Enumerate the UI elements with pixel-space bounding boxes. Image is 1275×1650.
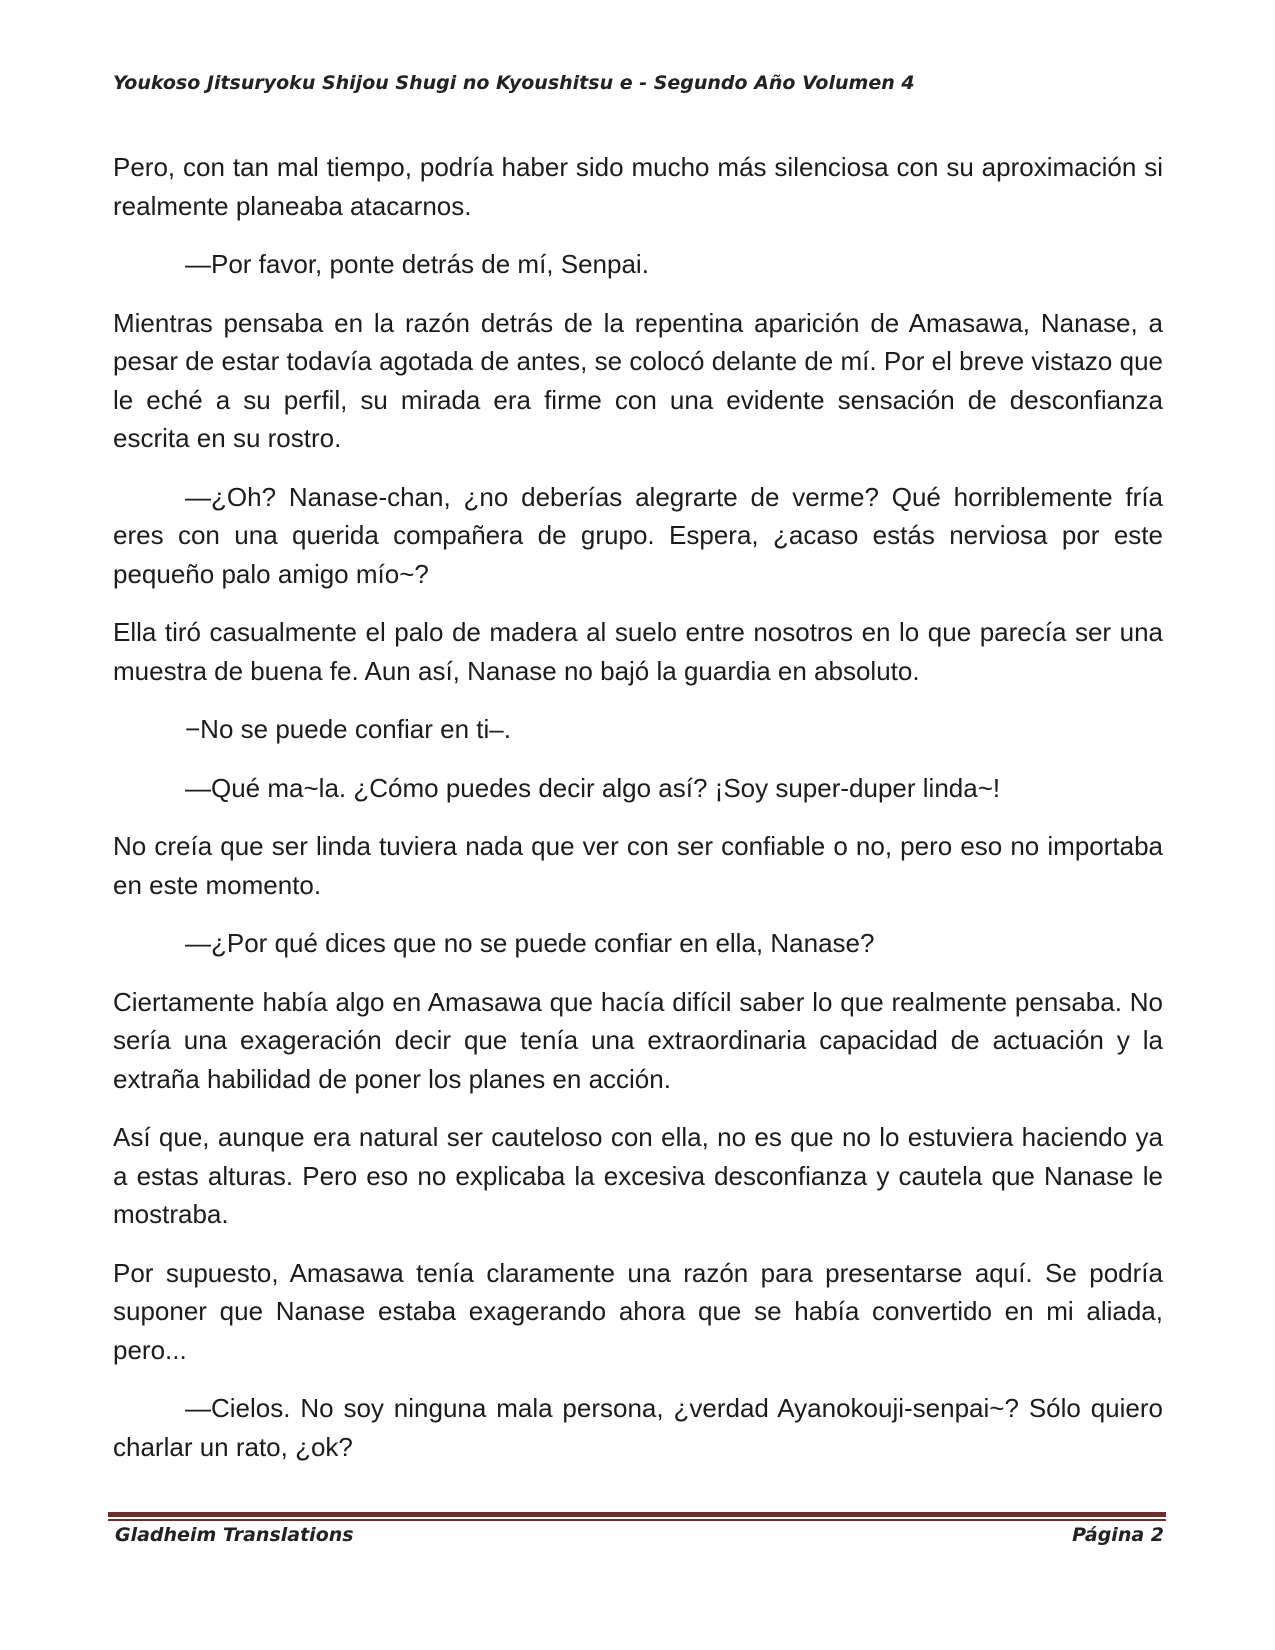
footer-translator: Gladheim Translations	[115, 1524, 354, 1546]
footer-rule-thick	[108, 1512, 1166, 1517]
dialogue-paragraph: —Qué ma~la. ¿Cómo puedes decir algo así? ¡Soy super-duper linda~!	[185, 772, 1001, 803]
paragraph: No creía que ser linda tuviera nada que ver con ser confiable o no, pero eso no importaba en este momento.	[113, 831, 1163, 900]
paragraph: Mientras pensaba en la razón detrás de la repentina aparición de Amasawa, Nanase, a pesar de estar todavía agotada de antes, se colocó delante de mí. Por el breve vistazo que le eché a su perfil, su mirada era firme con una evidente sensación de desconfianza escrita en su rostro.	[113, 307, 1163, 453]
paragraph: Ciertamente había algo en Amasawa que hacía difícil saber lo que realmente pensaba. No sería una exageración decir que tenía una extraordinaria capacidad de actuación y la extraña habilidad de poner los planes en acción.	[113, 986, 1163, 1094]
footer-rule-thin	[108, 1519, 1166, 1521]
page-header-title: Youkoso Jitsuryoku Shijou Shugi no Kyoushitsu e - Segundo Año Volumen 4	[113, 72, 915, 94]
dialogue-paragraph: —¿Oh? Nanase-chan, ¿no deberías alegrarte de verme? Qué horriblemente fría eres con una querida compañera de grupo. Espera, ¿acaso estás nerviosa por este pequeño palo amigo mío~?	[113, 481, 1163, 589]
paragraph: Ella tiró casualmente el palo de madera al suelo entre nosotros en lo que parecía ser una muestra de buena fe. Aun así, Nanase no bajó la guardia en absoluto.	[113, 617, 1163, 686]
dialogue-paragraph: −No se puede confiar en ti–.	[185, 714, 511, 744]
paragraph: Así que, aunque era natural ser cauteloso con ella, no es que no lo estuviera haciendo ya a estas alturas. Pero eso no explicaba la excesiva desconfianza y cautela que Nanase le mostraba.	[113, 1122, 1163, 1229]
dialogue-paragraph: —Cielos. No soy ninguna mala persona, ¿verdad Ayanokouji-senpai~? Sólo quiero charlar un rato, ¿ok?	[113, 1393, 1163, 1462]
dialogue-paragraph: —Por favor, ponte detrás de mí, Senpai.	[185, 249, 649, 279]
paragraph: Pero, con tan mal tiempo, podría haber sido mucho más silenciosa con su aproximación si realmente planeaba atacarnos.	[113, 152, 1163, 221]
footer-page-number: Página 2	[1072, 1524, 1164, 1546]
paragraph: Por supuesto, Amasawa tenía claramente una razón para presentarse aquí. Se podría suponer que Nanase estaba exagerando ahora que se había convertido en mi aliada, pero...	[113, 1257, 1163, 1365]
dialogue-paragraph: —¿Por qué dices que no se puede confiar en ella, Nanase?	[185, 928, 875, 958]
body-text	[113, 148, 1163, 1486]
